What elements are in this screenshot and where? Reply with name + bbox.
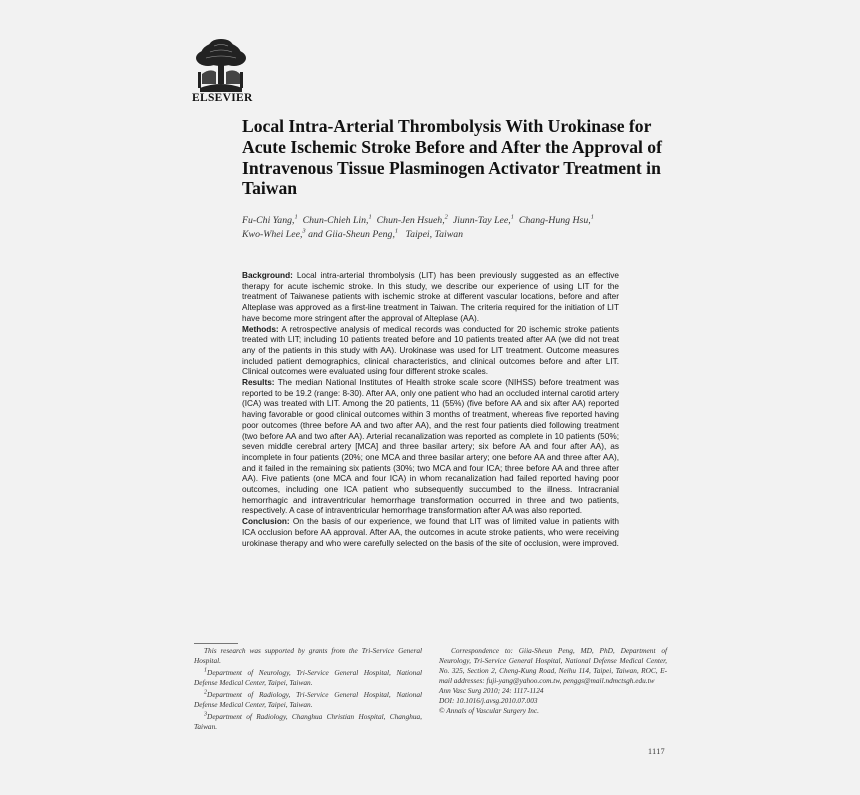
page-number: 1117	[648, 747, 666, 756]
affiliation-note	[194, 668, 422, 688]
affiliation-mark: 3	[302, 227, 306, 235]
affiliation-text: Department of Neurology, Tri-Service General Hospital, National Defense Medical Center, Taipei, Taiwan.	[194, 668, 422, 687]
affiliation-number: 2	[204, 689, 208, 696]
article-title: Local Intra-Arterial Thrombolysis With Urokinase for Acute Ischemic Stroke Before and After the Approval of Intravenous Tissue Plasminogen Activator Treatment in Taiwan	[242, 116, 662, 199]
abstract-methods	[242, 325, 619, 379]
affiliation-mark: 2	[444, 213, 448, 221]
funding-note: This research was supported by grants from the Tri-Service General Hospital.	[194, 646, 422, 665]
abstract-results	[242, 378, 619, 517]
affiliation-number: 1	[204, 667, 208, 674]
affiliation-text: Department of Radiology, Changhua Christian Hospital, Changhua, Taiwan.	[194, 712, 422, 731]
affiliation-note	[194, 712, 422, 732]
section-text: On the basis of our experience, we found that LIT was of limited value in patients with ICA occlusion before AA approval. After AA, the outcomes in acute stroke patients, who were receiving urokinase therapy and who were carefully selected on the basis of the site of occlusion, were improved.	[242, 517, 620, 548]
footnotes	[194, 646, 422, 734]
journal-citation: Ann Vasc Surg 2010; 24: 1117-1124	[439, 686, 544, 695]
section-label: Background:	[242, 271, 293, 280]
doi: DOI: 10.1016/j.avsg.2010.07.003	[439, 696, 538, 705]
abstract	[242, 271, 619, 549]
section-text: A retrospective analysis of medical records was conducted for 20 ischemic stroke patients treated with LIT; including 10 patients treated before and 10 patients treated after AA (we did not treat any of the patients in this study with AA). Urokinase was used for LIT treatment. Outcome measures included patient demographics, clinical characteristics, and clinical outcomes before and after LIT. Clinical outcomes were evaluated using four different stroke scales.	[242, 324, 620, 377]
affiliation-mark: 1	[294, 213, 298, 221]
abstract-background	[242, 271, 619, 325]
affiliation-mark: 1	[394, 227, 399, 235]
affiliation-mark: 1	[510, 213, 514, 221]
correspondence	[439, 646, 667, 716]
affiliation-note	[194, 690, 422, 710]
footnote-divider	[194, 643, 238, 644]
correspondence-text: Correspondence to: Giia-Sheun Peng, MD, PhD, Department of Neurology, Tri-Service General Hospital, National Defense Medical Center, No. 325, Section 2, Cheng-Kung Road, Neihu 114, Taipei, Taiwan, ROC, E-mail addresses: fuji-yang@yahoo.com.tw, penggs@mail.ndmctsgh.edu.tw	[439, 646, 667, 685]
section-text: Local intra-arterial thrombolysis (LIT) has been previously suggested as an effective therapy for acute ischemic stroke. In this study, we describe our experience of using LIT for the treatment of Taiwanese patients with ischemic stroke at different vascular locations, before and after Alteplase was approved as a first-line treatment in Taiwan. The criteria required for the initiation of LIT have become more stringent after the approval of Alteplase (AA).	[242, 271, 619, 323]
copyright: © Annals of Vascular Surgery Inc.	[439, 706, 539, 715]
author: and Giia-Sheun Peng,	[308, 229, 395, 240]
abstract-conclusion	[242, 517, 619, 549]
section-label: Conclusion:	[242, 517, 290, 527]
section-label: Methods:	[242, 324, 279, 334]
author: Chun-Jen Hsueh,	[376, 215, 445, 226]
affiliation-mark: 1	[590, 213, 594, 221]
publisher-name: ELSEVIER	[192, 92, 253, 104]
affiliation-number: 3	[204, 711, 208, 718]
affiliation-mark: 1	[368, 213, 372, 221]
author: Jiunn-Tay Lee,	[452, 215, 511, 226]
author: Fu-Chi Yang,	[242, 215, 295, 226]
affiliation-text: Department of Radiology, Tri-Service General Hospital, National Defense Medical Center, Taipei, Taiwan.	[194, 690, 422, 709]
section-text: The median National Institutes of Health stroke scale score (NIHSS) before treatment was reported to be 19.2 (range: 8-30). After AA, only one patient who had an occluded internal carotid artery (ICA) was treated with LIT. Among the 20 patients, 11 (55%) (five before AA and six after AA) reported having favorable or good clinical outcomes within 3 months of treatment, whereas five reported having poor outcomes (three before AA and two after AA), and the rest four patients died following treatment (two before AA and two after AA). Arterial recanalization was reported as complete in 10 patients (50%; seven middle cerebral artery [MCA] and three basilar artery; six before AA and four after AA), as incomplete in four patients (20%; one MCA and three basilar artery; one before AA and three after AA), and it failed in the remaining six patients (30%; two MCA and four ICA; three before AA and three after AA). Five patients (one MCA and four ICA) in whom recanalization had failed reported having poor outcomes, including one ICA patient who subsequently succumbed to the illness. Intracranial hemorrhagic and intraventricular hemorrhage transformation occurred in three and two patients, respectively. A case of intraventricular hemorrhage transformation after AA was also reported.	[242, 378, 619, 516]
author: Chang-Hung Hsu,	[518, 215, 591, 226]
author: Chun-Chieh Lin,	[302, 215, 369, 226]
author: Kwo-Whei Lee,	[242, 229, 303, 240]
section-label: Results:	[242, 378, 275, 388]
author-list	[242, 214, 662, 242]
author-location: Taipei, Taiwan	[405, 229, 464, 240]
